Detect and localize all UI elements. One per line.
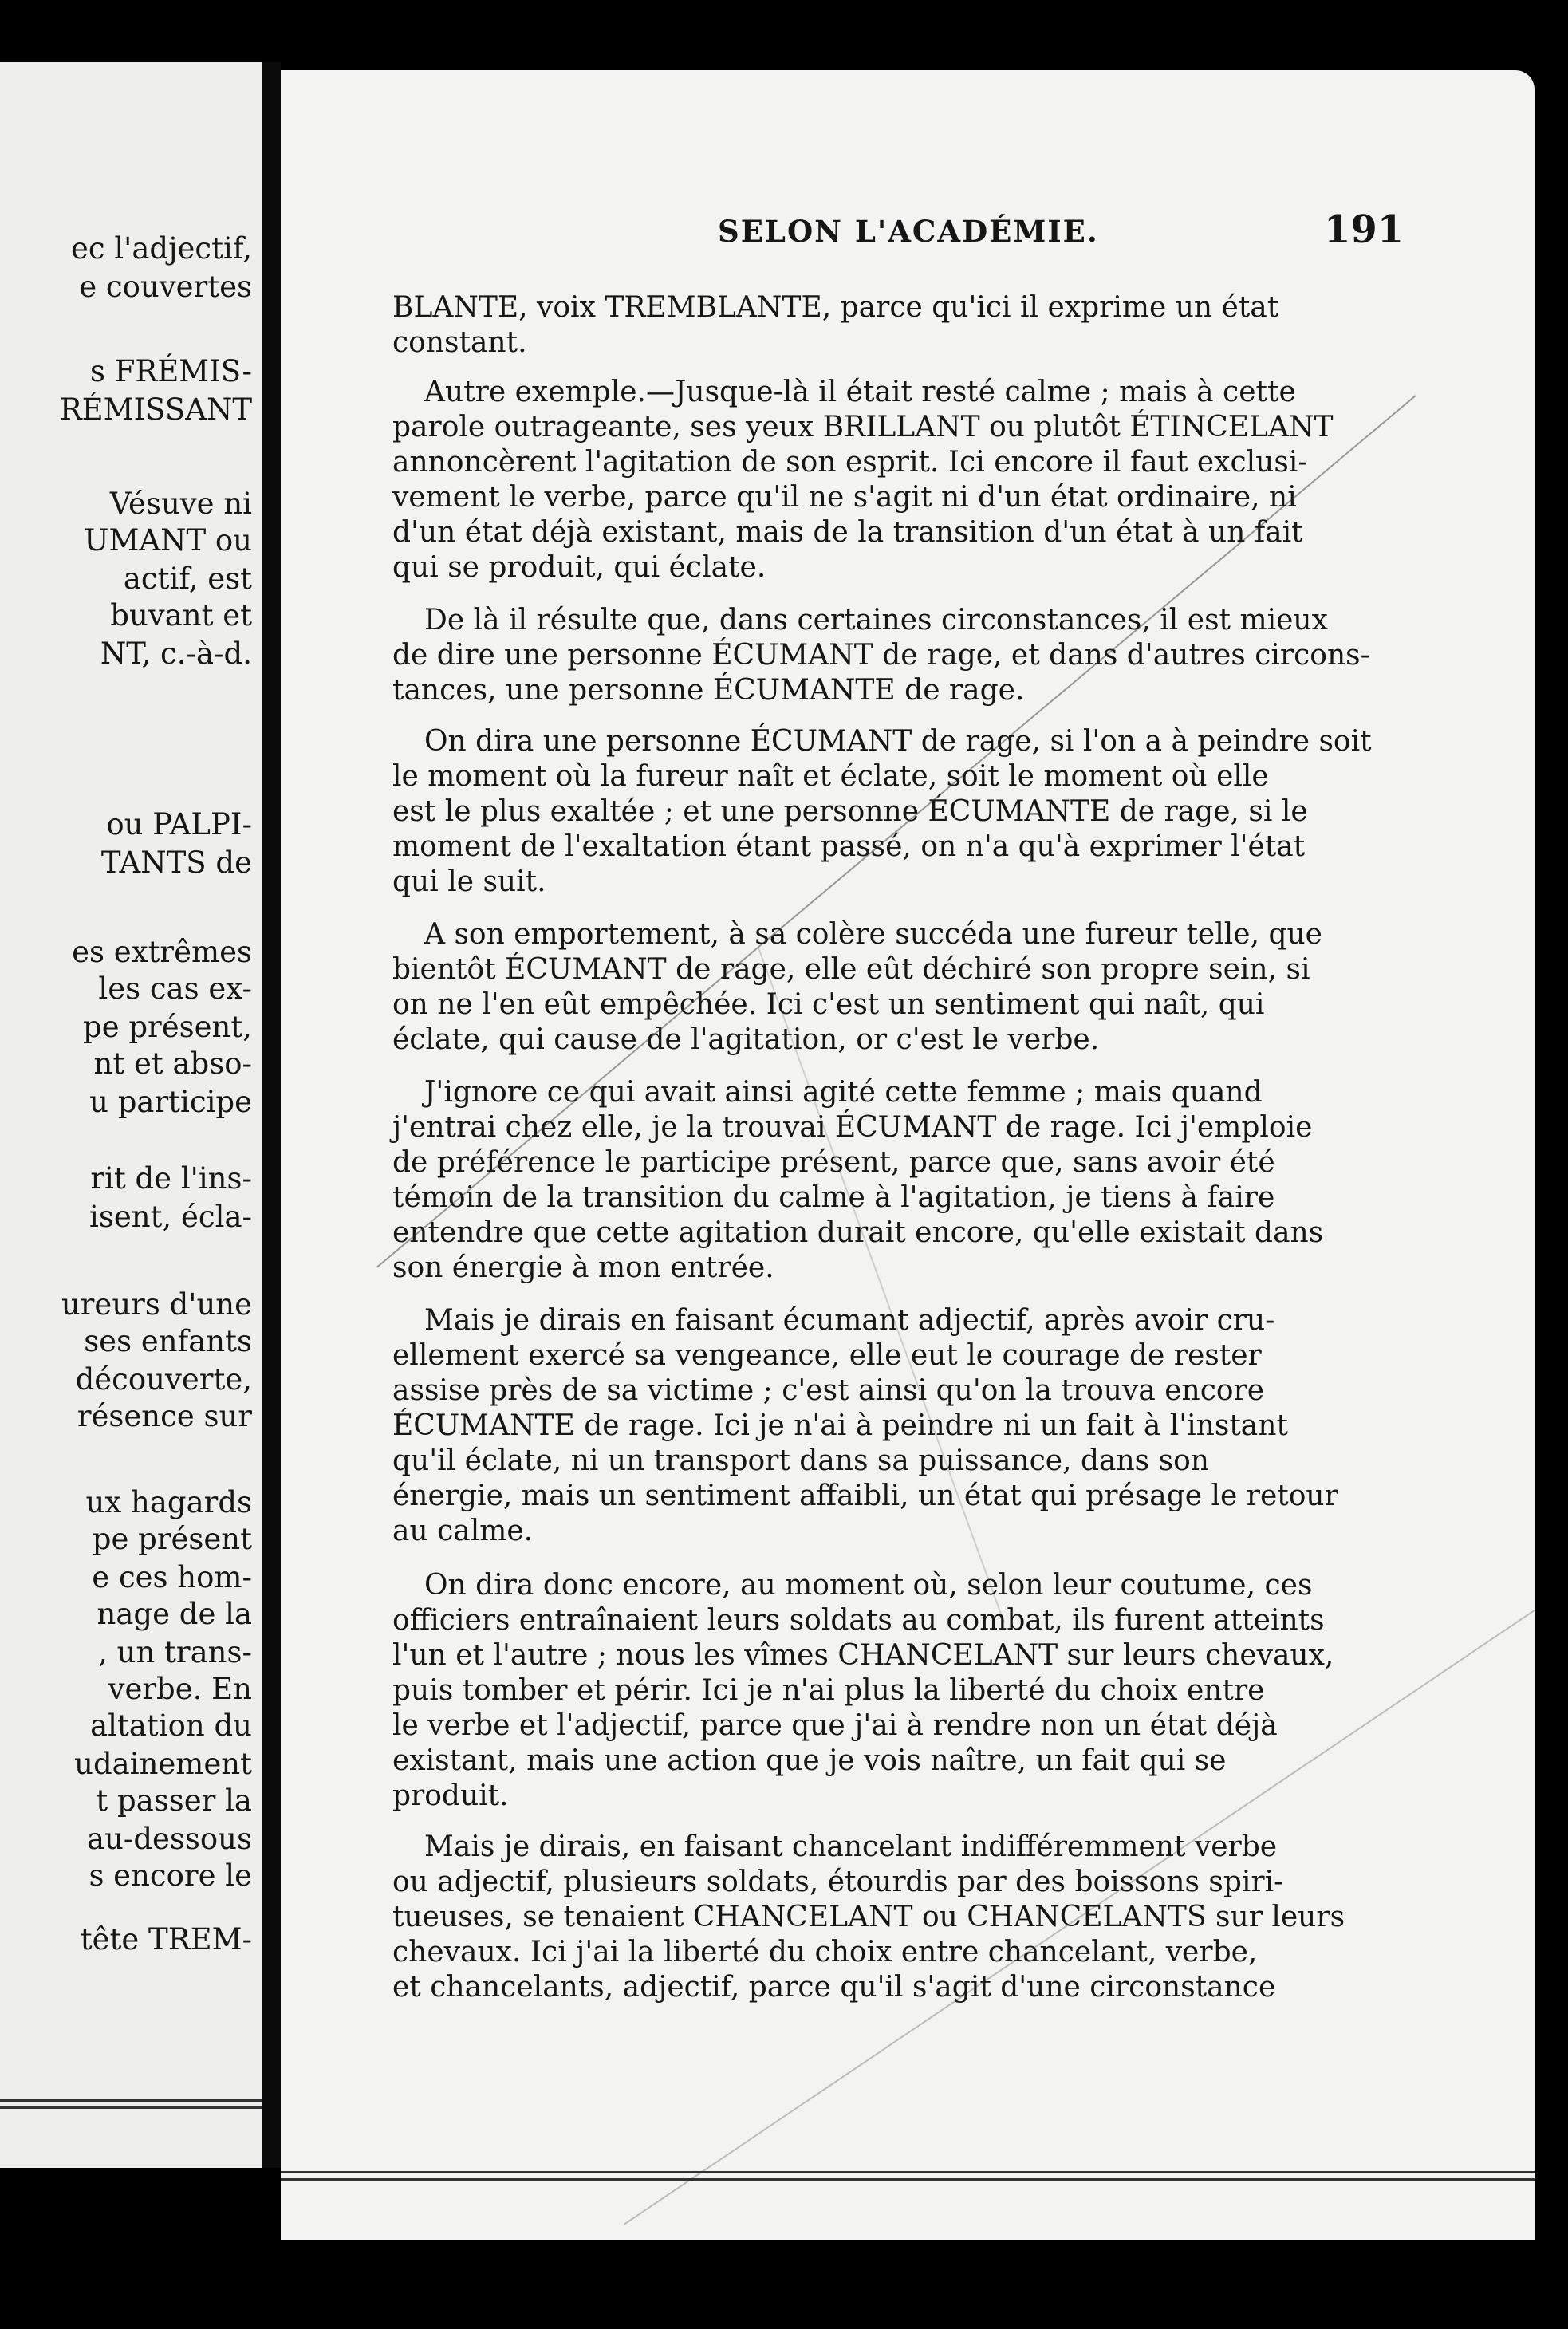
text-line: le verbe et l'adjectif, parce que j'ai à rendre non un état déjà	[392, 1709, 1278, 1742]
text-line: ou adjectif, plusieurs soldats, étourdis par des boissons spiri-	[392, 1866, 1284, 1898]
text-line: moment de l'exaltation étant passé, on n'a qu'à exprimer l'état	[392, 830, 1306, 863]
text-line: ÉCUMANTE de rage. Ici je n'ai à peindre ni un fait à l'instant	[392, 1409, 1288, 1442]
left-text-line: les cas ex-	[98, 971, 252, 1006]
left-text-line: udainement	[74, 1747, 252, 1781]
left-text-line: buvant et	[110, 598, 252, 632]
left-text-line: nt et abso-	[93, 1046, 252, 1081]
text-line: énergie, mais un sentiment affaibli, un état qui présage le retour	[392, 1480, 1338, 1512]
left-text-line: actif, est	[123, 562, 252, 596]
left-text-line: tête TREM-	[80, 1922, 252, 1957]
text-line: parole outrageante, ses yeux BRILLANT ou plutôt ÉTINCELANT	[392, 411, 1334, 443]
text-line: qui le suit.	[392, 865, 546, 898]
text-line: est le plus exaltée ; et une personne ÉCUMANTE de rage, si le	[392, 795, 1308, 828]
left-text-line: découverte,	[75, 1362, 252, 1397]
left-text-line: es extrêmes	[72, 935, 252, 969]
text-line: bientôt ÉCUMANT de rage, elle eût déchiré son propre sein, si	[392, 953, 1310, 986]
book-gutter	[262, 62, 281, 2168]
text-line: témoin de la transition du calme à l'agitation, je tiens à faire	[392, 1181, 1275, 1214]
left-text-line: ou PALPI-	[106, 807, 252, 841]
text-line: éclate, qui cause de l'agitation, or c'est le verbe.	[392, 1023, 1100, 1056]
left-text-line: isent, écla-	[89, 1200, 252, 1234]
text-line: assise près de sa victime ; c'est ainsi qu'on la trouva encore	[392, 1374, 1265, 1407]
page-bottom-rule	[281, 2171, 1535, 2181]
text-line: qu'il éclate, ni un transport dans sa puissance, dans son	[392, 1444, 1209, 1477]
text-line: qui se produit, qui éclate.	[392, 551, 766, 584]
left-page-bottom-rule	[0, 2099, 262, 2109]
left-text-line: s encore le	[89, 1858, 252, 1893]
text-line: le moment où la fureur naît et éclate, soit le moment où elle	[392, 760, 1269, 793]
text-line: annoncèrent l'agitation de son esprit. Ici encore il faut exclusi-	[392, 446, 1308, 479]
left-text-line: u participe	[89, 1085, 252, 1119]
text-line: d'un état déjà existant, mais de la transition d'un état à un fait	[392, 516, 1303, 549]
left-text-line: t passer la	[96, 1783, 252, 1818]
right-page	[281, 70, 1535, 2240]
text-line: On dira donc encore, au moment où, selon leur coutume, ces	[424, 1569, 1313, 1602]
text-line: Mais je dirais en faisant écumant adjectif, après avoir cru-	[424, 1304, 1275, 1337]
text-line: son énergie à mon entrée.	[392, 1251, 774, 1284]
text-line: constant.	[392, 326, 527, 359]
text-line: produit.	[392, 1779, 509, 1812]
text-line: Mais je dirais, en faisant chancelant indifféremment verbe	[424, 1830, 1278, 1863]
left-text-line: ux hagards	[85, 1485, 252, 1519]
text-line: ellement exercé sa vengeance, elle eut le courage de rester	[392, 1339, 1262, 1372]
text-line: et chancelants, adjectif, parce qu'il s'agit d'une circonstance	[392, 1971, 1276, 2004]
running-head: SELON L'ACADÉMIE.	[718, 214, 1099, 249]
text-line: on ne l'en eût empêchée. Ici c'est un sentiment qui naît, qui	[392, 988, 1265, 1021]
left-page-fragment	[0, 62, 262, 2168]
left-text-line: ses enfants	[84, 1324, 252, 1358]
left-text-line: , un trans-	[98, 1635, 252, 1669]
text-line: officiers entraînaient leurs soldats au combat, ils furent atteints	[392, 1604, 1325, 1637]
text-line: Autre exemple.—Jusque-là il était resté calme ; mais à cette	[424, 376, 1296, 408]
text-line: de dire une personne ÉCUMANT de rage, et dans d'autres circons-	[392, 639, 1370, 672]
text-line: tueuses, se tenaient CHANCELANT ou CHANCELANTS sur leurs	[392, 1901, 1345, 1933]
left-text-line: résence sur	[77, 1399, 252, 1433]
left-text-line: RÉMISSANT	[59, 392, 252, 427]
left-text-line: UMANT ou	[84, 523, 252, 558]
left-text-line: rit de l'ins-	[90, 1161, 252, 1196]
text-line: J'ignore ce qui avait ainsi agité cette femme ; mais quand	[424, 1076, 1263, 1109]
text-line: au calme.	[392, 1515, 534, 1547]
text-line: existant, mais une action que je vois naître, un fait qui se	[392, 1744, 1227, 1777]
text-line: l'un et l'autre ; nous les vîmes CHANCELANT sur leurs chevaux,	[392, 1639, 1334, 1672]
text-line: puis tomber et périr. Ici je n'ai plus la liberté du choix entre	[392, 1674, 1265, 1707]
left-text-line: pe présent,	[83, 1010, 252, 1044]
left-text-line: e ces hom-	[92, 1560, 252, 1594]
left-text-line: altation du	[90, 1708, 252, 1743]
left-text-line: TANTS de	[100, 845, 252, 880]
text-line: j'entrai chez elle, je la trouvai ÉCUMANT de rage. Ici j'emploie	[392, 1111, 1313, 1144]
left-text-line: nage de la	[97, 1597, 252, 1631]
text-line: De là il résulte que, dans certaines circonstances, il est mieux	[424, 604, 1328, 636]
text-line: chevaux. Ici j'ai la liberté du choix entre chancelant, verbe,	[392, 1936, 1258, 1968]
left-text-line: ureurs d'une	[61, 1287, 252, 1322]
text-line: vement le verbe, parce qu'il ne s'agit ni d'un état ordinaire, ni	[392, 481, 1297, 514]
left-text-line: au-dessous	[86, 1822, 252, 1856]
left-text-line: pe présent	[92, 1522, 252, 1556]
text-line: BLANTE, voix TREMBLANTE, parce qu'ici il exprime un état	[392, 291, 1279, 324]
left-text-line: NT, c.-à-d.	[100, 636, 252, 671]
text-line: On dira une personne ÉCUMANT de rage, si l'on a à peindre soit	[424, 725, 1372, 758]
left-text-line: verbe. En	[108, 1672, 252, 1706]
text-line: A son emportement, à sa colère succéda une fureur telle, que	[424, 918, 1322, 951]
page-number: 191	[1324, 207, 1405, 252]
text-line: de préférence le participe présent, parce que, sans avoir été	[392, 1146, 1275, 1179]
page-header	[281, 207, 1535, 262]
left-text-line: s FRÉMIS-	[90, 354, 252, 388]
text-line: tances, une personne ÉCUMANTE de rage.	[392, 674, 1025, 707]
left-text-line: e couvertes	[79, 270, 252, 304]
left-text-line: Vésuve ni	[109, 487, 252, 521]
text-line: entendre que cette agitation durait encore, qu'elle existait dans	[392, 1216, 1324, 1249]
left-text-line: ec l'adjectif,	[70, 231, 252, 266]
